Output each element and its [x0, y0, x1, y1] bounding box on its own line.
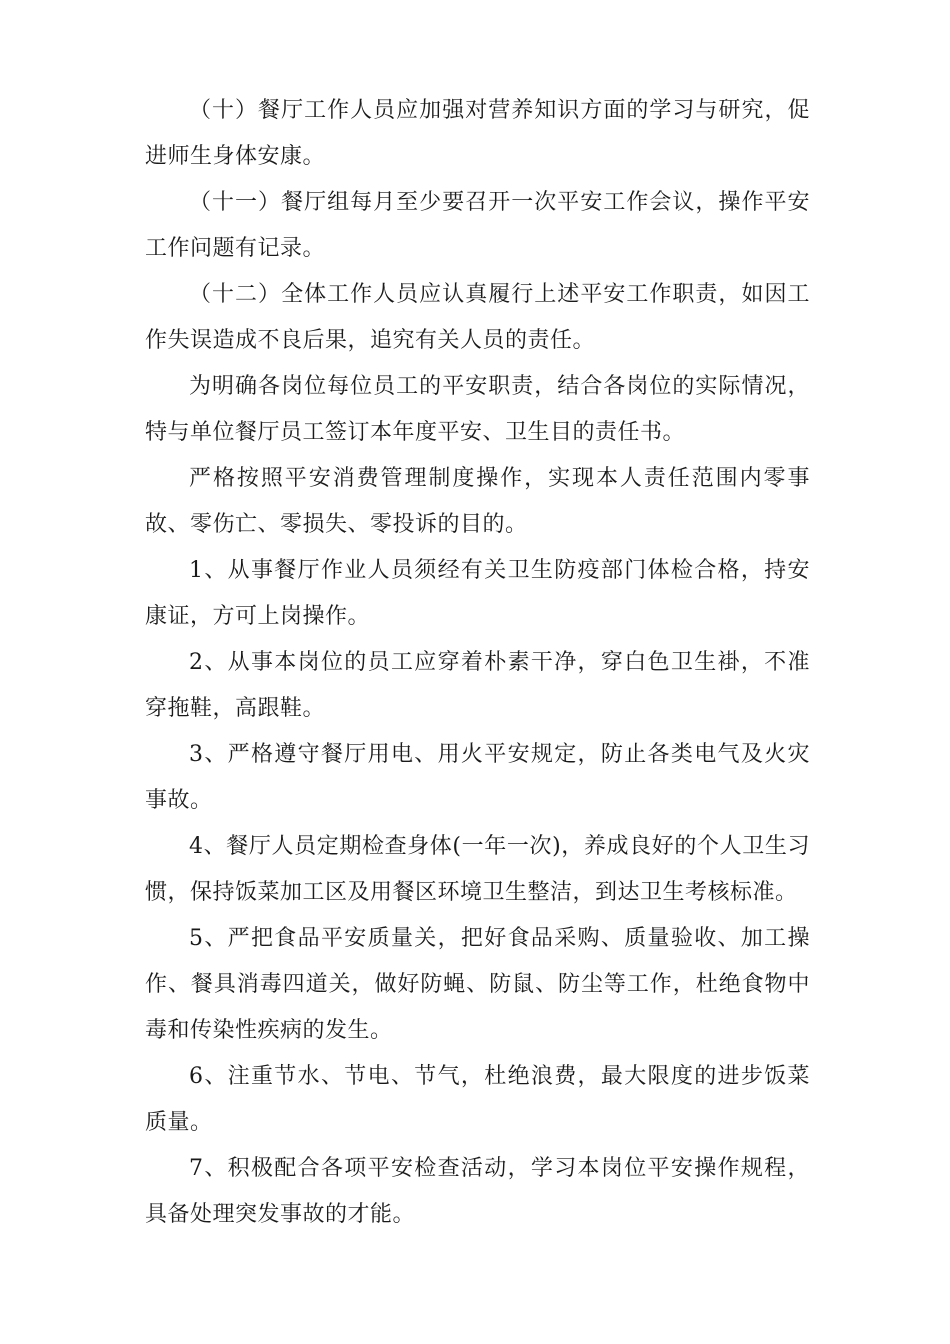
paragraph-purpose: 为明确各岗位每位员工的平安职责，结合各岗位的实际情况，特与单位餐厅员工签订本年度平安、卫生目的责任书。: [145, 374, 810, 445]
list-item-3: 3、严格遵守餐厅用电、用火平安规定，防止各类电气及火灾事故。: [145, 742, 810, 813]
list-item-6: 6、注重节水、节电、节气，杜绝浪费，最大限度的进步饭菜质量。: [145, 1064, 810, 1135]
document-body: [145, 88, 810, 1238]
paragraph-11: （十一）餐厅组每月至少要召开一次平安工作会议，操作平安工作问题有记录。: [145, 190, 810, 261]
list-item-1: 1、从事餐厅作业人员须经有关卫生防疫部门体检合格，持安康证，方可上岗操作。: [145, 558, 810, 629]
list-item-5: 5、严把食品平安质量关，把好食品采购、质量验收、加工操作、餐具消毒四道关，做好防蝇、防鼠、防尘等工作，杜绝食物中毒和传染性疾病的发生。: [145, 926, 810, 1043]
paragraph-10: （十）餐厅工作人员应加强对营养知识方面的学习与研究，促进师生身体安康。: [145, 98, 810, 169]
paragraph-12: （十二）全体工作人员应认真履行上述平安工作职责，如因工作失误造成不良后果，追究有关人员的责任。: [145, 282, 810, 353]
list-item-4: 4、餐厅人员定期检查身体(一年一次)，养成良好的个人卫生习惯，保持饭菜加工区及用餐区环境卫生整洁，到达卫生考核标准。: [145, 834, 810, 905]
list-item-2: 2、从事本岗位的员工应穿着朴素干净，穿白色卫生褂，不准穿拖鞋，高跟鞋。: [145, 650, 810, 721]
list-item-7: 7、积极配合各项平安检查活动，学习本岗位平安操作规程，具备处理突发事故的才能。: [145, 1156, 810, 1227]
paragraph-goal: 严格按照平安消费管理制度操作，实现本人责任范围内零事故、零伤亡、零损失、零投诉的目的。: [145, 466, 810, 537]
